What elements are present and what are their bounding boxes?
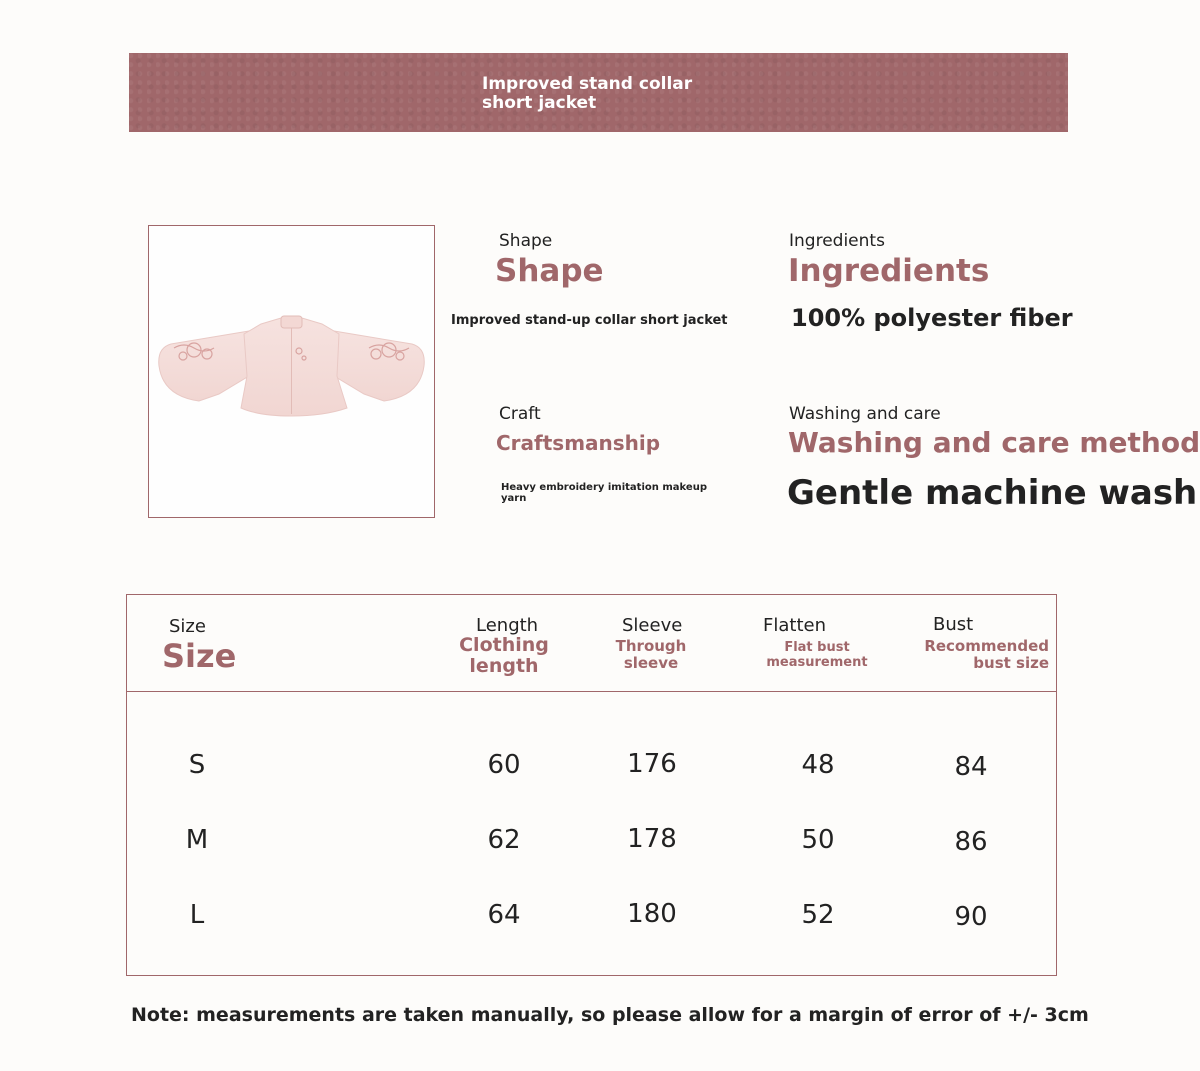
title-banner bbox=[129, 53, 1068, 132]
measurement-note: Note: measurements are taken manually, so please allow for a margin of error of +/- 3cm bbox=[131, 1004, 1089, 1026]
header-flatten-label: Flatten bbox=[763, 615, 826, 636]
craft-heading: Craftsmanship bbox=[496, 431, 661, 455]
cell-bust: 90 bbox=[954, 902, 988, 932]
header-divider bbox=[127, 691, 1056, 692]
ingredients-label: Ingredients bbox=[789, 231, 885, 251]
cell-sleeve: 180 bbox=[627, 899, 677, 929]
shape-value: Improved stand-up collar short jacket bbox=[451, 313, 728, 328]
cell-bust: 86 bbox=[954, 827, 988, 857]
header-sleeve-label: Sleeve bbox=[622, 615, 683, 636]
jacket-image bbox=[149, 226, 434, 517]
shape-label: Shape bbox=[499, 231, 553, 251]
cell-size: S bbox=[188, 750, 206, 780]
size-table bbox=[126, 594, 1057, 976]
header-length-heading: Clothing length bbox=[459, 634, 549, 678]
craft-value: Heavy embroidery imitation makeup yarn bbox=[501, 482, 707, 504]
header-size-label: Size bbox=[169, 616, 206, 637]
cell-flat: 50 bbox=[801, 825, 835, 855]
ingredients-heading: Ingredients bbox=[788, 253, 990, 289]
washing-heading: Washing and care method bbox=[788, 426, 1200, 459]
cell-sleeve: 176 bbox=[627, 749, 677, 779]
header-bust-label: Bust bbox=[933, 614, 974, 635]
cell-flat: 48 bbox=[801, 750, 835, 780]
washing-label: Washing and care bbox=[789, 404, 941, 424]
ingredients-value: 100% polyester fiber bbox=[791, 304, 1073, 332]
header-length-label: Length bbox=[476, 615, 539, 636]
cell-size: L bbox=[189, 900, 205, 930]
header-size-heading: Size bbox=[162, 637, 237, 675]
product-photo-frame bbox=[148, 225, 435, 518]
cell-bust: 84 bbox=[954, 752, 988, 782]
cell-length: 64 bbox=[487, 900, 521, 930]
cell-size: M bbox=[185, 825, 209, 855]
craft-label: Craft bbox=[499, 404, 541, 424]
cell-length: 60 bbox=[487, 750, 521, 780]
cell-flat: 52 bbox=[801, 900, 835, 930]
header-flat-heading: Flat bust measurement bbox=[766, 640, 868, 670]
cell-length: 62 bbox=[487, 825, 521, 855]
washing-value: Gentle machine wash bbox=[787, 473, 1198, 513]
shape-heading: Shape bbox=[495, 253, 604, 289]
header-bust-heading: Recommended bust size bbox=[924, 637, 1049, 672]
cell-sleeve: 178 bbox=[627, 824, 677, 854]
banner-title: Improved stand collar short jacket bbox=[482, 74, 693, 113]
header-sleeve-heading: Through sleeve bbox=[615, 637, 687, 672]
